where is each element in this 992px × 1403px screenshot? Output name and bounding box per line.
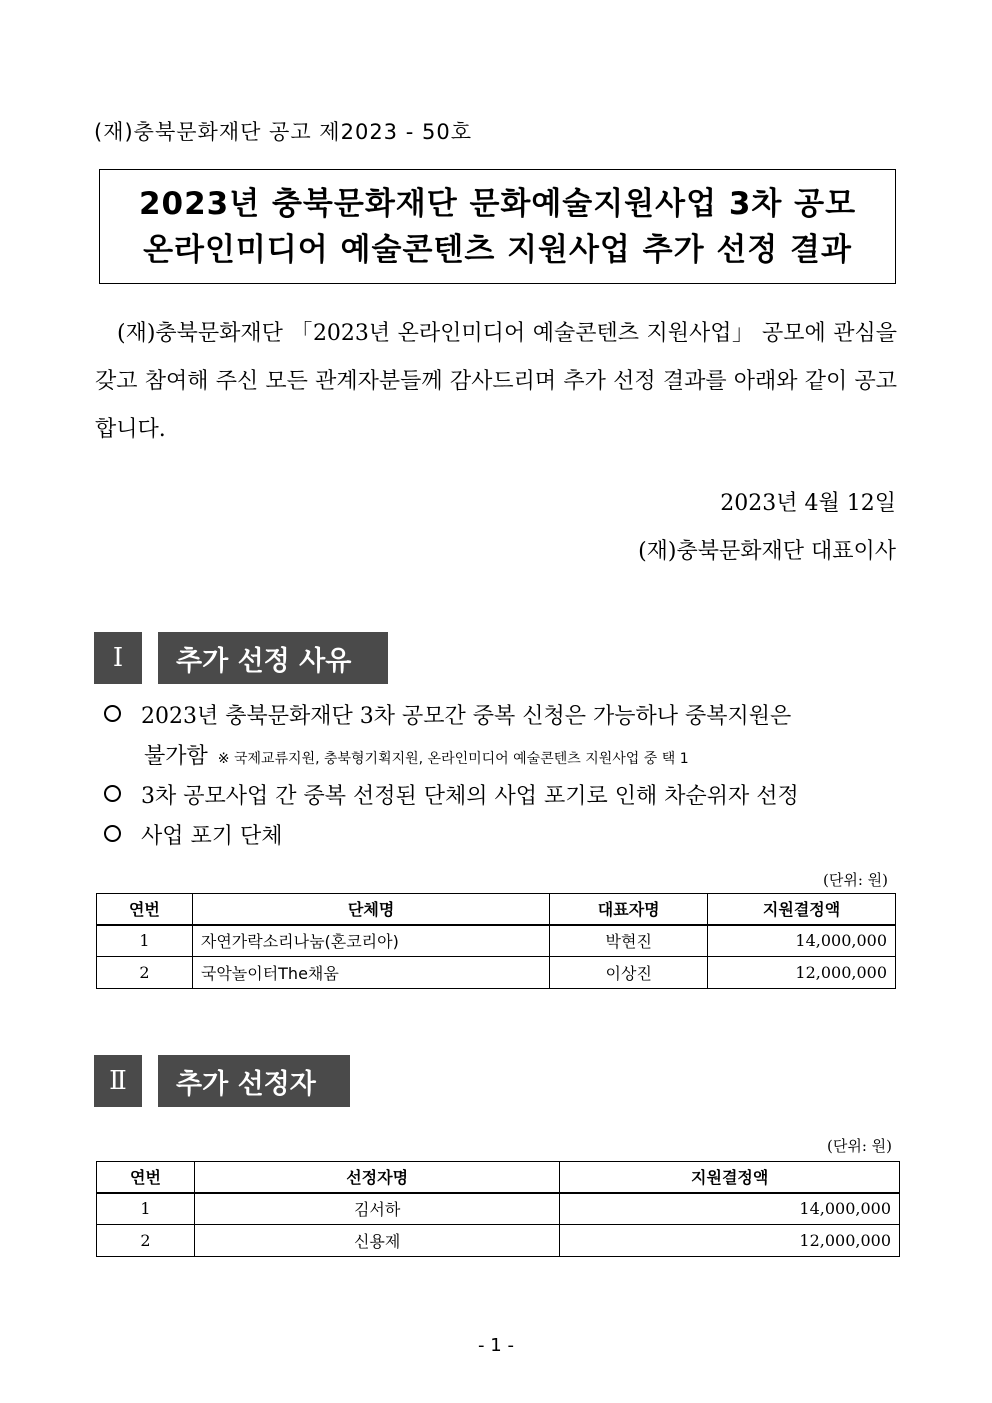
table-row: [97, 1225, 900, 1257]
cell-amount: 14,000,000: [708, 925, 896, 957]
table-row: [97, 925, 896, 957]
table-row: [97, 957, 896, 989]
cell-representative: 박현진: [550, 925, 708, 957]
cell-amount: 14,000,000: [560, 1193, 900, 1225]
intro-paragraph: [95, 310, 897, 454]
selected-persons-table: [96, 1161, 900, 1257]
bullet-1-text: 2023년 충북문화재단 3차 공모간 중복 신청은 가능하나 중복지원은: [141, 704, 792, 729]
title-line-2: 온라인미디어 예술콘텐츠 지원사업 추가 선정 결과: [143, 231, 852, 268]
section2-title: 추가 선정자: [158, 1055, 350, 1107]
section1-bullet-2: [104, 782, 799, 812]
cell-representative: 이상진: [550, 957, 708, 989]
header-no: 연번: [97, 894, 193, 925]
table-header-row: [97, 894, 896, 925]
intro-text: (재)충북문화재단 「2023년 온라인미디어 예술콘텐츠 지원사업」 공모에 관심을 갖고 참여해 주신 모든 관계자분들께 감사드리며 추가 선정 결과를 아래와 같이 공고합니다.: [95, 321, 897, 442]
section1-number: Ⅰ: [94, 632, 142, 684]
section1-bullet-1: [104, 702, 791, 732]
bullet-circle-icon: [104, 785, 121, 802]
table-row: [97, 1193, 900, 1225]
cell-no: 2: [97, 957, 193, 989]
page-number: - 1 -: [478, 1335, 514, 1356]
cell-amount: 12,000,000: [708, 957, 896, 989]
section1-bullet-1-continued: [144, 742, 689, 774]
header-amount: 지원결정액: [560, 1162, 900, 1193]
section1-title: 추가 선정 사유: [158, 632, 388, 684]
cell-amount: 12,000,000: [560, 1225, 900, 1257]
cell-no: 1: [97, 925, 193, 957]
cell-group-name: 국악놀이터The채움: [192, 957, 549, 989]
cell-selectee-name: 김서하: [194, 1193, 559, 1225]
cell-no: 2: [97, 1225, 195, 1257]
section2-number: Ⅱ: [94, 1055, 142, 1107]
cell-selectee-name: 신용제: [194, 1225, 559, 1257]
bullet-circle-icon: [104, 705, 121, 722]
header-selectee-name: 선정자명: [194, 1162, 559, 1193]
section2-unit: (단위: 원): [827, 1137, 892, 1155]
bullet-2-text: 3차 공모사업 간 중복 선정된 단체의 사업 포기로 인해 차순위자 선정: [141, 784, 799, 809]
section1-unit: (단위: 원): [823, 871, 888, 889]
announcement-date: 2023년 4월 12일: [720, 491, 896, 516]
bullet-1-cont-text: 불가함: [144, 744, 208, 769]
cell-group-name: 자연가락소리나눔(혼코리아): [192, 925, 549, 957]
withdrawn-groups-table: [96, 893, 896, 989]
section1-bullet-3: [104, 822, 283, 852]
title-line-1: 2023년 충북문화재단 문화예술지원사업 3차 공모: [138, 185, 857, 222]
bullet-3-text: 사업 포기 단체: [141, 824, 283, 849]
table-header-row: [97, 1162, 900, 1193]
bullet-circle-icon: [104, 825, 121, 842]
cell-no: 1: [97, 1193, 195, 1225]
notice-number: (재)충북문화재단 공고 제2023 - 50호: [94, 120, 472, 144]
bullet-1-note: ※ 국제교류지원, 충북형기획지원, 온라인미디어 예술콘텐츠 지원사업 중 택 1: [217, 751, 689, 767]
header-group-name: 단체명: [192, 894, 549, 925]
title-box: [99, 169, 896, 284]
header-amount: 지원결정액: [708, 894, 896, 925]
signatory: (재)충북문화재단 대표이사: [638, 539, 896, 564]
header-representative: 대표자명: [550, 894, 708, 925]
header-no: 연번: [97, 1162, 195, 1193]
